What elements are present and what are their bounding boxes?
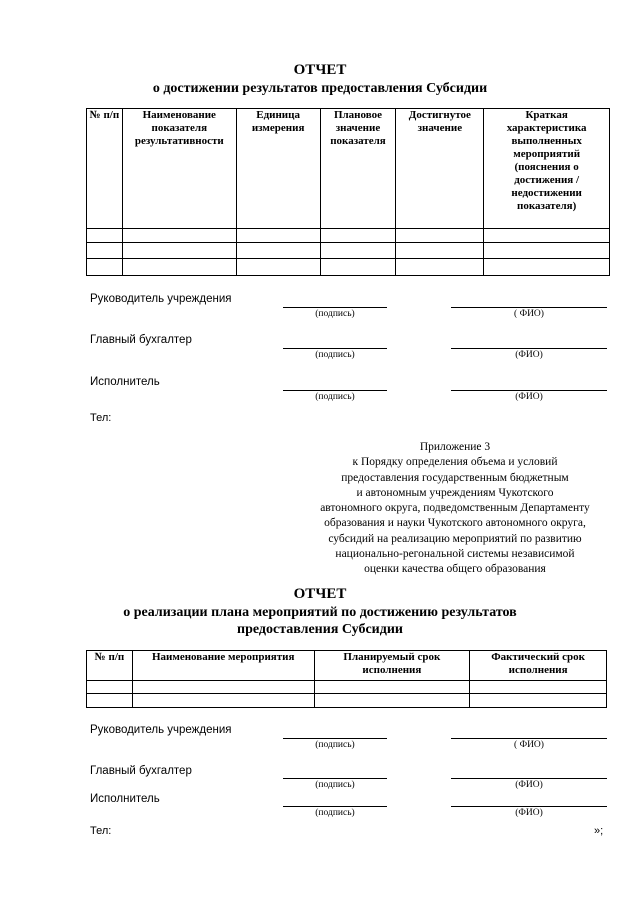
- col-indicator-name: Наименование показателя результативности: [122, 109, 236, 229]
- accountant-label: Главный бухгалтер: [90, 334, 192, 346]
- director-sign-line: [283, 738, 387, 739]
- director-fio-line: [451, 738, 607, 739]
- col-planned-date: Планируемый срок исполнения: [314, 651, 470, 681]
- sign-caption: (подпись): [315, 780, 355, 790]
- col-activity-name: Наименование мероприятия: [132, 651, 314, 681]
- fio-caption: ( ФИО): [514, 309, 544, 319]
- sign-caption: (подпись): [315, 740, 355, 750]
- accountant-sign-line: [283, 778, 387, 779]
- sign-caption: (подпись): [315, 392, 355, 402]
- appendix-line: к Порядку определения объема и условий: [352, 456, 558, 469]
- tel-label: Тел:: [90, 412, 112, 424]
- accountant-fio-line: [451, 778, 607, 779]
- executor-fio-line: [451, 390, 607, 391]
- report2-subtitle-line2: предоставления Субсидии: [237, 622, 403, 637]
- col-unit: Единица измерения: [236, 109, 320, 229]
- accountant-sign-line: [283, 348, 387, 349]
- fio-caption: (ФИО): [515, 808, 543, 818]
- table-row: [87, 681, 607, 694]
- director-fio-line: [451, 307, 607, 308]
- sign-caption: (подпись): [315, 350, 355, 360]
- accountant-fio-line: [451, 348, 607, 349]
- appendix-line: Приложение 3: [419, 441, 491, 453]
- col-achieved-value: Достигнутое значение: [396, 109, 484, 229]
- tel-label: Тел:: [90, 825, 112, 837]
- appendix-line: и автономным учреждениям Чукотского: [356, 486, 554, 499]
- table-header-row: [87, 651, 607, 681]
- fio-caption: (ФИО): [515, 350, 543, 360]
- appendix-line: автономного округа, подведомственным Департаменту: [320, 502, 590, 515]
- report2-subtitle-line1: о реализации плана мероприятий по достижению результатов: [123, 605, 517, 620]
- appendix-block: [290, 440, 620, 578]
- closing-quote-mark: »;: [594, 825, 604, 837]
- table-row: [87, 694, 607, 708]
- director-label: Руководитель учреждения: [90, 293, 232, 305]
- col-description: Краткая характеристика выполненных мероприятий (пояснения о достижения /недостижении показателя): [484, 109, 610, 229]
- executor-sign-line: [283, 390, 387, 391]
- appendix-line: предоставления государственным бюджетным: [341, 471, 569, 484]
- executor-fio-line: [451, 806, 607, 807]
- sign-caption: (подпись): [315, 309, 355, 319]
- report1-title: ОТЧЕТ: [293, 62, 347, 78]
- director-sign-line: [283, 307, 387, 308]
- executor-label: Исполнитель: [90, 793, 160, 805]
- col-number: № п/п: [87, 109, 123, 229]
- col-number: № п/п: [87, 651, 133, 681]
- director-label: Руководитель учреждения: [90, 724, 232, 736]
- col-actual-date: Фактический срок исполнения: [470, 651, 607, 681]
- appendix-line: оценки качества общего образования: [364, 563, 546, 576]
- appendix-line: национально-регональной системы независимой: [335, 548, 575, 561]
- table-row: [87, 259, 610, 276]
- table-header-row: [87, 109, 610, 229]
- accountant-label: Главный бухгалтер: [90, 765, 192, 777]
- table-row: [87, 243, 610, 259]
- table-row: [87, 229, 610, 243]
- executor-sign-line: [283, 806, 387, 807]
- sign-caption: (подпись): [315, 808, 355, 818]
- report2-title: ОТЧЕТ: [293, 586, 347, 602]
- report2-table: [86, 650, 607, 708]
- report1-table: [86, 108, 610, 276]
- appendix-line: образования и науки Чукотского автономного округа,: [324, 517, 586, 530]
- col-planned-value: Плановое значение показателя: [320, 109, 396, 229]
- appendix-line: субсидий на реализацию мероприятий по развитию: [328, 532, 582, 545]
- fio-caption: ( ФИО): [514, 740, 544, 750]
- executor-label: Исполнитель: [90, 376, 160, 388]
- report1-subtitle: о достижении результатов предоставления Субсидии: [152, 81, 488, 96]
- fio-caption: (ФИО): [515, 392, 543, 402]
- fio-caption: (ФИО): [515, 780, 543, 790]
